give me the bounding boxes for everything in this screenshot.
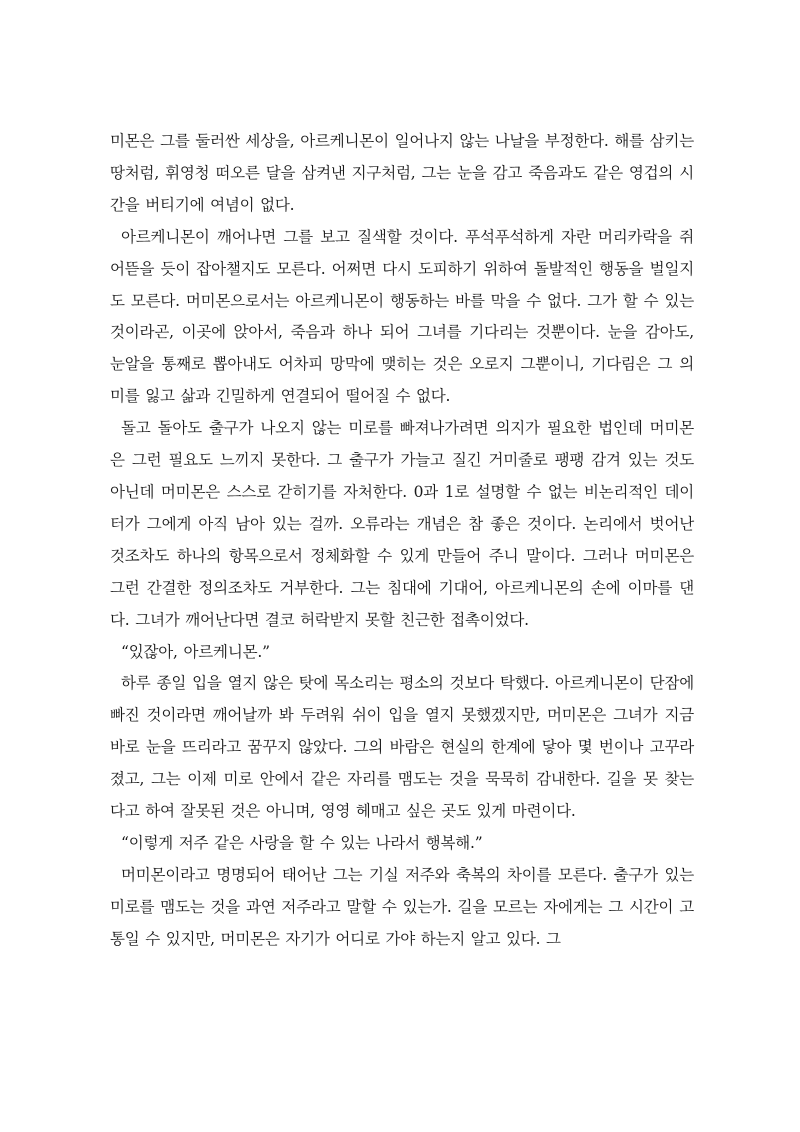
paragraph: 머미몬이라고 명명되어 태어난 그는 기실 저주와 축복의 차이를 모른다. 출구가 있는 미로를 맴도는 것을 과연 저주라고 말할 수 있는가. 길을 모르는 자에게는 그 시간이 고통일 수 있지만, 머미몬은 자기가 어디로 가야 하는지 알고 있다. 그 (110, 865, 694, 948)
dialogue-line: “있잖아, 아르케니몬.” (121, 642, 270, 661)
paragraph: 아르케니몬이 깨어나면 그를 보고 질색할 것이다. 푸석푸석하게 자란 머리카락을 쥐어뜯을 듯이 잡아챌지도 모른다. 어쩌면 다시 도피하기 위하여 돌발적인 행동을 벌일지도 모른다. 머미몬으로서는 아르케니몬이 행동하는 바를 막을 수 없다. 그가 할 수 있는 것이라곤, 이곳에 앉아서, 죽음과 하나 되어 그녀를 기다리는 것뿐이다. 눈을 감아도, 눈알을 통째로 뽑아내도 어차피 망막에 맺히는 것은 오로지 그뿐이니, 기다림은 그 의미를 잃고 삶과 긴밀하게 연결되어 떨어질 수 없다. (110, 227, 694, 406)
paragraph: 하루 종일 입을 열지 않은 탓에 목소리는 평소의 것보다 탁했다. 아르케니몬이 단잠에 빠진 것이라면 깨어날까 봐 두려워 쉬이 입을 열지 못했겠지만, 머미몬은 그녀가 지금 바로 눈을 뜨리라고 꿈꾸지 않았다. 그의 바람은 현실의 한계에 닿아 몇 번이나 고꾸라졌고, 그는 이제 미로 안에서 같은 자리를 맴도는 것을 묵묵히 감내한다. 길을 못 찾는다고 하여 잘못된 것은 아니며, 영영 헤매고 싶은 곳도 있게 마련이다. (110, 674, 694, 821)
paragraph: 미몬은 그를 둘러싼 세상을, 아르케니몬이 일어나지 않는 나날을 부정한다. 해를 삼키는 땅처럼, 휘영청 떠오른 달을 삼켜낸 지구처럼, 그는 눈을 감고 죽음과도 같은 영겁의 시간을 버티기에 여념이 없다. (110, 132, 694, 214)
paragraph: 돌고 돌아도 출구가 나오지 않는 미로를 빠져나가려면 의지가 필요한 법인데 머미몬은 그런 필요도 느끼지 못한다. 그 출구가 가늘고 질긴 거미줄로 팽팽 감겨 있는 것도 아닌데 머미몬은 스스로 갇히기를 자처한다. 0과 1로 설명할 수 없는 비논리적인 데이터가 그에게 아직 남아 있는 걸까. 오류라는 개념은 참 좋은 것이다. 논리에서 벗어난 것조차도 하나의 항목으로서 정체화할 수 있게 만들어 주니 말이다. 그러나 머미몬은 그런 간결한 정의조차도 거부한다. 그는 침대에 기대어, 아르케니몬의 손에 이마를 댄다. 그녀가 깨어난다면 결코 허락받지 못할 친근한 접촉이었다. (110, 419, 694, 629)
dialogue-line: “이렇게 저주 같은 사랑을 할 수 있는 나라서 행복해.” (121, 833, 483, 852)
body-text (110, 126, 694, 956)
